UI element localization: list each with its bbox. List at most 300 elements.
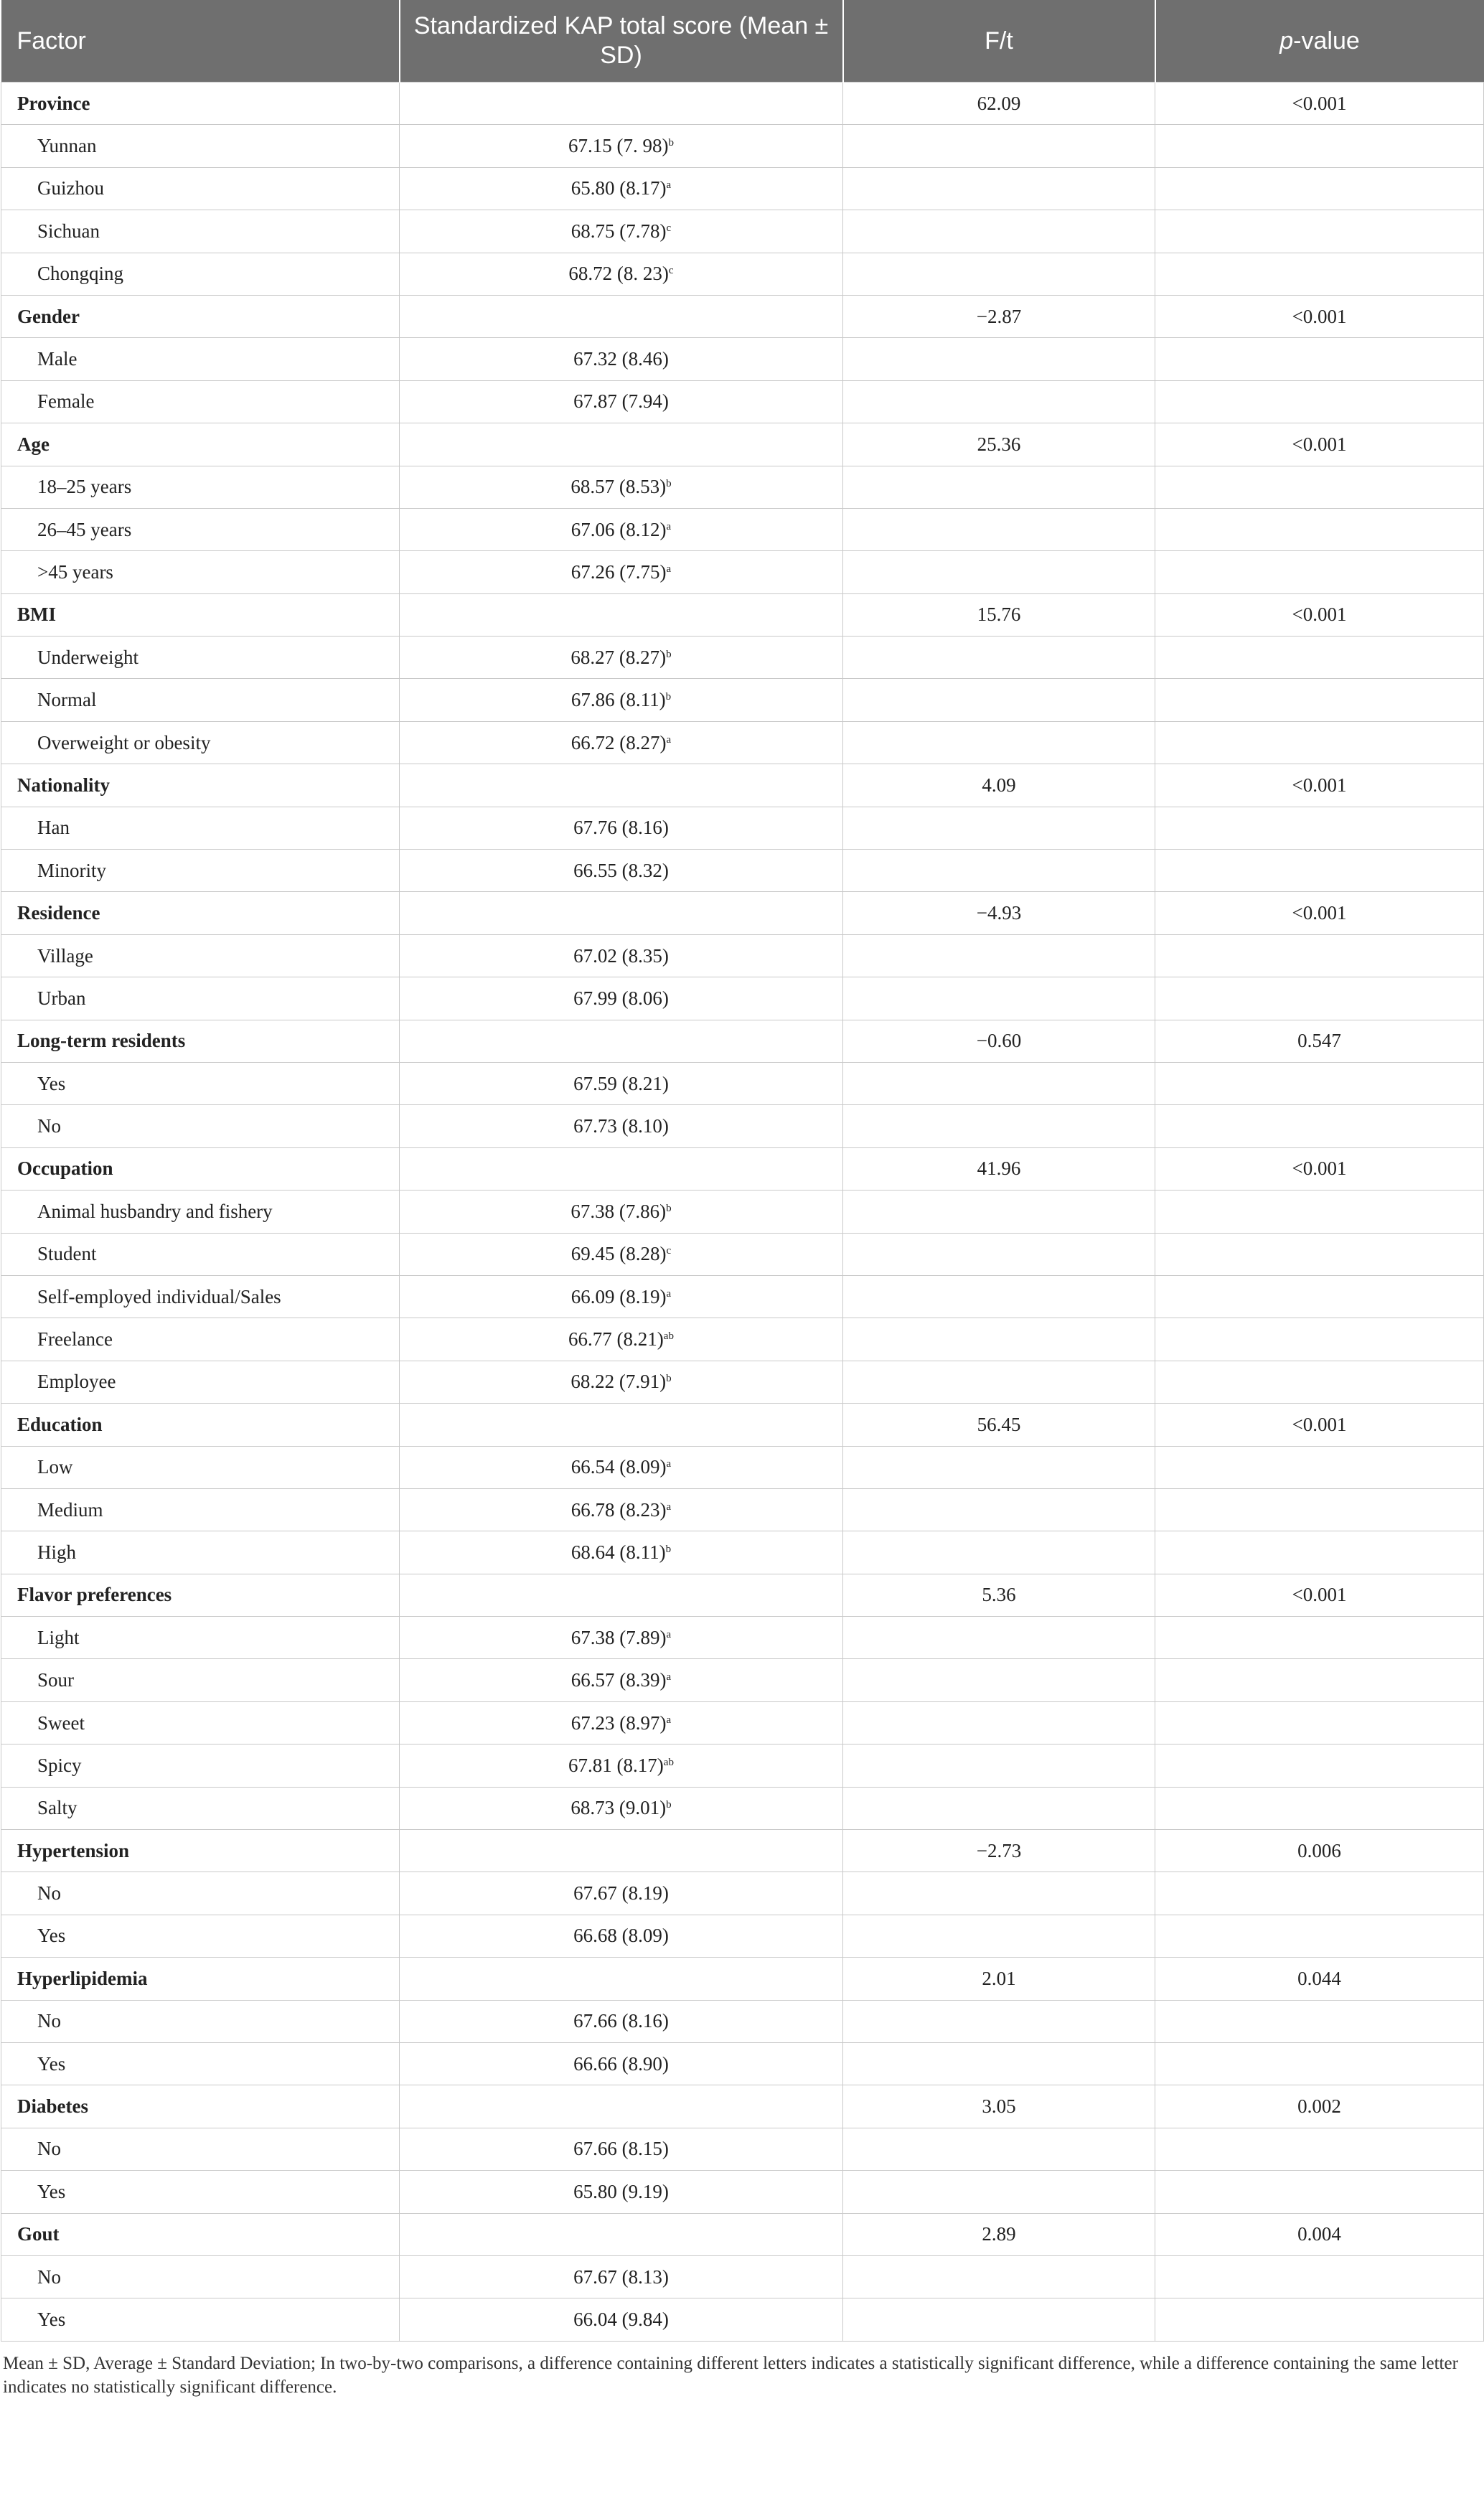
p-value-cell [1155, 807, 1484, 849]
table-row [1, 1701, 1484, 1744]
score-cell [400, 1915, 843, 1957]
factor-level-cell: 18–25 years [1, 466, 400, 508]
score-value: 67.73 (8.10) [573, 1115, 669, 1137]
ft-cell [843, 1915, 1155, 1957]
p-value-cell [1155, 2255, 1484, 2298]
factor-level-cell: Self-employed individual/Sales [1, 1275, 400, 1318]
score-cell [400, 1275, 843, 1318]
table-row [1, 2042, 1484, 2085]
table-row [1, 1915, 1484, 1957]
score-value: 66.66 (8.90) [573, 2052, 669, 2075]
factor-level-cell: Urban [1, 977, 400, 1020]
score-cell [400, 850, 843, 892]
score-value: 69.45 (8.28) [570, 1243, 667, 1265]
table-row-group [1, 1574, 1484, 1616]
score-value: 65.80 (9.19) [573, 2180, 669, 2202]
factor-level-cell: Male [1, 338, 400, 380]
score-cell [400, 1531, 843, 1574]
table-row-group [1, 2085, 1484, 2128]
table-row [1, 2171, 1484, 2213]
table-row [1, 380, 1484, 423]
factor-level-cell: Yes [1, 2298, 400, 2341]
table-row-group [1, 1147, 1484, 1190]
score-cell [400, 380, 843, 423]
table-row [1, 679, 1484, 721]
p-value-cell: <0.001 [1155, 892, 1484, 934]
score-value: 67.76 (8.16) [573, 817, 669, 839]
ft-cell [843, 1872, 1155, 1915]
ft-cell [843, 1488, 1155, 1531]
score-value: 67.66 (8.15) [573, 2138, 669, 2160]
score-cell [400, 892, 843, 934]
score-cell [400, 1318, 843, 1361]
score-value: 66.54 (8.09) [570, 1456, 667, 1478]
p-value-cell [1155, 1105, 1484, 1147]
ft-cell [843, 466, 1155, 508]
factor-level-cell: Underweight [1, 637, 400, 679]
p-value-cell: 0.004 [1155, 2213, 1484, 2255]
score-value: 65.80 (8.17) [570, 177, 667, 199]
table-row [1, 338, 1484, 380]
p-value-cell: <0.001 [1155, 593, 1484, 636]
p-value-cell [1155, 1617, 1484, 1659]
significance-letter: a [666, 1287, 672, 1300]
factor-level-cell: Medium [1, 1488, 400, 1531]
ft-cell [843, 210, 1155, 253]
significance-letter: c [666, 222, 672, 234]
score-cell [400, 2255, 843, 2298]
score-value: 68.22 (7.91) [570, 1371, 667, 1393]
ft-cell: 41.96 [843, 1147, 1155, 1190]
score-cell [400, 807, 843, 849]
table-row [1, 1744, 1484, 1787]
table-row [1, 1446, 1484, 1488]
significance-letter: ab [663, 1756, 674, 1768]
factor-level-cell: 26–45 years [1, 508, 400, 550]
factor-level-cell: Overweight or obesity [1, 721, 400, 764]
ft-cell: 2.89 [843, 2213, 1155, 2255]
score-cell [400, 1744, 843, 1787]
factor-level-cell: Yes [1, 1915, 400, 1957]
p-value-cell [1155, 508, 1484, 550]
score-cell [400, 934, 843, 977]
header-p-italic: p [1279, 27, 1294, 55]
score-value: 67.38 (7.86) [570, 1200, 667, 1222]
factor-group-cell: Province [1, 83, 400, 125]
ft-cell [843, 1531, 1155, 1574]
factor-group-cell: Occupation [1, 1147, 400, 1190]
table-row-group [1, 83, 1484, 125]
significance-letter: c [666, 1245, 672, 1257]
table-row [1, 1531, 1484, 1574]
ft-cell [843, 1233, 1155, 1275]
factor-level-cell: >45 years [1, 551, 400, 593]
factor-level-cell: Light [1, 1617, 400, 1659]
ft-cell [843, 2298, 1155, 2341]
ft-cell: 2.01 [843, 1958, 1155, 2000]
score-cell [400, 1701, 843, 1744]
p-value-cell [1155, 637, 1484, 679]
header-score: Standardized KAP total score (Mean ± SD) [400, 0, 843, 83]
table-row [1, 1488, 1484, 1531]
score-value: 67.32 (8.46) [573, 348, 669, 370]
ft-cell: −0.60 [843, 1020, 1155, 1062]
score-value: 66.09 (8.19) [570, 1285, 667, 1307]
table-row [1, 850, 1484, 892]
factor-level-cell: Employee [1, 1361, 400, 1403]
table-row-group [1, 1404, 1484, 1446]
score-value: 68.73 (9.01) [570, 1797, 667, 1819]
ft-cell [843, 1318, 1155, 1361]
ft-cell [843, 934, 1155, 977]
table-row [1, 466, 1484, 508]
factor-level-cell: Han [1, 807, 400, 849]
factor-level-cell: Yes [1, 1062, 400, 1104]
factor-level-cell: Spicy [1, 1744, 400, 1787]
significance-letter: b [665, 691, 672, 703]
ft-cell [843, 551, 1155, 593]
header-p-value [1155, 0, 1484, 83]
factor-group-cell: Nationality [1, 764, 400, 807]
score-cell [400, 1020, 843, 1062]
p-value-cell: <0.001 [1155, 295, 1484, 337]
score-cell [400, 1191, 843, 1233]
p-value-cell [1155, 1361, 1484, 1403]
score-value: 66.55 (8.32) [573, 859, 669, 881]
ft-cell [843, 1062, 1155, 1104]
factor-group-cell: Flavor preferences [1, 1574, 400, 1616]
score-value: 67.06 (8.12) [570, 518, 667, 540]
score-value: 67.67 (8.13) [573, 2265, 669, 2288]
ft-cell [843, 1275, 1155, 1318]
p-value-cell: 0.044 [1155, 1958, 1484, 2000]
factor-group-cell: Age [1, 423, 400, 466]
ft-cell: −4.93 [843, 892, 1155, 934]
ft-cell: 15.76 [843, 593, 1155, 636]
score-value: 67.99 (8.06) [573, 987, 669, 1009]
ft-cell: 56.45 [843, 1404, 1155, 1446]
score-value: 67.26 (7.75) [570, 560, 667, 583]
score-value: 66.72 (8.27) [570, 731, 667, 753]
table-row [1, 1191, 1484, 1233]
factor-level-cell: Student [1, 1233, 400, 1275]
ft-cell: 4.09 [843, 764, 1155, 807]
factor-level-cell: Normal [1, 679, 400, 721]
p-value-cell [1155, 1659, 1484, 1701]
ft-cell [843, 807, 1155, 849]
factor-level-cell: Guizhou [1, 167, 400, 210]
score-cell [400, 679, 843, 721]
p-value-cell: 0.006 [1155, 1830, 1484, 1872]
ft-cell [843, 721, 1155, 764]
factor-level-cell: Yunnan [1, 125, 400, 167]
factor-level-cell: No [1, 1872, 400, 1915]
table-row [1, 167, 1484, 210]
p-value-cell: 0.547 [1155, 1020, 1484, 1062]
ft-cell [843, 253, 1155, 295]
significance-letter: a [666, 520, 672, 532]
ft-cell [843, 1617, 1155, 1659]
p-value-cell: <0.001 [1155, 764, 1484, 807]
p-value-cell [1155, 1318, 1484, 1361]
p-value-cell: <0.001 [1155, 423, 1484, 466]
ft-cell: 5.36 [843, 1574, 1155, 1616]
p-value-cell: <0.001 [1155, 1574, 1484, 1616]
significance-letter: a [666, 1501, 672, 1513]
score-cell [400, 125, 843, 167]
score-cell [400, 593, 843, 636]
significance-letter: a [666, 179, 672, 192]
factor-level-cell: Sweet [1, 1701, 400, 1744]
p-value-cell [1155, 466, 1484, 508]
p-value-cell [1155, 551, 1484, 593]
table-row [1, 2000, 1484, 2042]
factor-level-cell: Chongqing [1, 253, 400, 295]
p-value-cell [1155, 1062, 1484, 1104]
significance-letter: b [666, 478, 672, 490]
ft-cell [843, 1361, 1155, 1403]
significance-letter: b [665, 1543, 672, 1555]
score-cell [400, 1488, 843, 1531]
p-value-cell [1155, 1872, 1484, 1915]
table-row-group [1, 764, 1484, 807]
score-value: 67.81 (8.17) [568, 1754, 664, 1776]
ft-cell: 3.05 [843, 2085, 1155, 2128]
factor-group-cell: Long-term residents [1, 1020, 400, 1062]
score-value: 67.02 (8.35) [573, 944, 669, 967]
p-value-cell [1155, 1531, 1484, 1574]
p-value-cell [1155, 679, 1484, 721]
score-value: 67.86 (8.11) [570, 689, 666, 711]
significance-letter: b [666, 648, 672, 660]
ft-cell [843, 679, 1155, 721]
p-value-cell [1155, 380, 1484, 423]
factor-level-cell: No [1, 1105, 400, 1147]
table-row [1, 1275, 1484, 1318]
score-cell [400, 1105, 843, 1147]
ft-cell [843, 508, 1155, 550]
p-value-cell: <0.001 [1155, 83, 1484, 125]
ft-cell [843, 1105, 1155, 1147]
factor-level-cell: No [1, 2128, 400, 2170]
significance-letter: b [666, 1799, 672, 1811]
factor-group-cell: Diabetes [1, 2085, 400, 2128]
significance-letter: b [666, 1202, 672, 1214]
table-row-group [1, 423, 1484, 466]
score-value: 67.23 (8.97) [570, 1711, 667, 1734]
score-cell [400, 423, 843, 466]
table-row [1, 1787, 1484, 1829]
score-cell [400, 1147, 843, 1190]
ft-cell [843, 1446, 1155, 1488]
significance-letter: b [668, 137, 674, 149]
score-cell [400, 1574, 843, 1616]
factor-level-cell: Animal husbandry and fishery [1, 1191, 400, 1233]
significance-letter: a [666, 733, 672, 746]
score-cell [400, 1404, 843, 1446]
score-value: 68.57 (8.53) [570, 476, 667, 498]
ft-cell [843, 1659, 1155, 1701]
table-row-group [1, 593, 1484, 636]
score-value: 66.57 (8.39) [570, 1669, 667, 1691]
score-value: 67.87 (7.94) [573, 390, 669, 413]
table-row [1, 1318, 1484, 1361]
ft-cell [843, 2128, 1155, 2170]
table-row [1, 1617, 1484, 1659]
significance-letter: a [666, 1628, 672, 1640]
score-value: 66.68 (8.09) [573, 1925, 669, 1947]
factor-group-cell: Hypertension [1, 1830, 400, 1872]
p-value-cell [1155, 850, 1484, 892]
score-value: 67.59 (8.21) [573, 1072, 669, 1094]
p-value-cell [1155, 167, 1484, 210]
factor-group-cell: BMI [1, 593, 400, 636]
score-cell [400, 721, 843, 764]
ft-cell [843, 1744, 1155, 1787]
p-value-cell [1155, 1191, 1484, 1233]
score-cell [400, 466, 843, 508]
ft-cell [843, 1191, 1155, 1233]
score-cell [400, 1958, 843, 2000]
table-row [1, 637, 1484, 679]
factor-level-cell: Sichuan [1, 210, 400, 253]
ft-cell [843, 167, 1155, 210]
factor-group-cell: Education [1, 1404, 400, 1446]
score-cell [400, 253, 843, 295]
score-value: 68.75 (7.78) [570, 220, 667, 242]
score-value: 66.77 (8.21) [568, 1328, 664, 1351]
factor-level-cell: Village [1, 934, 400, 977]
score-value: 67.66 (8.16) [573, 2010, 669, 2032]
score-value: 68.64 (8.11) [570, 1541, 666, 1563]
table-row [1, 1659, 1484, 1701]
p-value-cell [1155, 1275, 1484, 1318]
score-cell [400, 83, 843, 125]
p-value-cell [1155, 977, 1484, 1020]
kap-score-table [1, 0, 1484, 2342]
table-row [1, 2128, 1484, 2170]
p-value-cell [1155, 253, 1484, 295]
factor-level-cell: High [1, 1531, 400, 1574]
score-cell [400, 977, 843, 1020]
score-cell [400, 2213, 843, 2255]
score-cell [400, 2128, 843, 2170]
score-cell [400, 2298, 843, 2341]
significance-letter: c [668, 265, 674, 277]
p-value-cell [1155, 1701, 1484, 1744]
table-row [1, 1361, 1484, 1403]
factor-level-cell: Low [1, 1446, 400, 1488]
table-row [1, 721, 1484, 764]
table-row [1, 934, 1484, 977]
p-value-cell: 0.002 [1155, 2085, 1484, 2128]
score-value: 67.38 (7.89) [570, 1626, 667, 1648]
table-row-group [1, 2213, 1484, 2255]
ft-cell [843, 2042, 1155, 2085]
score-cell [400, 1446, 843, 1488]
p-value-cell [1155, 1446, 1484, 1488]
score-value: 67.67 (8.19) [573, 1882, 669, 1905]
significance-letter: a [666, 1458, 672, 1470]
score-cell [400, 1787, 843, 1829]
score-cell [400, 508, 843, 550]
factor-level-cell: Yes [1, 2042, 400, 2085]
ft-cell [843, 1787, 1155, 1829]
significance-letter: b [666, 1373, 672, 1385]
p-value-cell [1155, 1915, 1484, 1957]
significance-letter: a [666, 1671, 672, 1683]
table-header [1, 0, 1484, 83]
factor-group-cell: Hyperlipidemia [1, 1958, 400, 2000]
p-value-cell [1155, 1744, 1484, 1787]
score-value: 66.78 (8.23) [570, 1498, 667, 1521]
table-row [1, 1105, 1484, 1147]
ft-cell [843, 338, 1155, 380]
p-value-cell [1155, 721, 1484, 764]
table-row-group [1, 1020, 1484, 1062]
score-value: 66.04 (9.84) [573, 2309, 669, 2330]
factor-level-cell: Female [1, 380, 400, 423]
table-row-group [1, 1958, 1484, 2000]
table-row-group [1, 892, 1484, 934]
score-cell [400, 1659, 843, 1701]
table-row [1, 807, 1484, 849]
factor-level-cell: No [1, 2000, 400, 2042]
table-row [1, 551, 1484, 593]
ft-cell [843, 977, 1155, 1020]
ft-cell [843, 850, 1155, 892]
score-cell [400, 2000, 843, 2042]
ft-cell [843, 2000, 1155, 2042]
p-value-cell [1155, 1233, 1484, 1275]
p-value-cell [1155, 210, 1484, 253]
ft-cell [843, 637, 1155, 679]
table-row [1, 2298, 1484, 2341]
p-value-cell [1155, 2042, 1484, 2085]
p-value-cell [1155, 1488, 1484, 1531]
ft-cell: 25.36 [843, 423, 1155, 466]
ft-cell: −2.73 [843, 1830, 1155, 1872]
factor-level-cell: No [1, 2255, 400, 2298]
p-value-cell [1155, 125, 1484, 167]
factor-level-cell: Yes [1, 2171, 400, 2213]
score-cell [400, 1617, 843, 1659]
p-value-cell [1155, 2128, 1484, 2170]
table-row [1, 1872, 1484, 1915]
factor-group-cell: Gender [1, 295, 400, 337]
table-row-group [1, 1830, 1484, 1872]
score-cell [400, 210, 843, 253]
table-row [1, 977, 1484, 1020]
score-cell [400, 295, 843, 337]
score-cell [400, 1872, 843, 1915]
score-cell [400, 2042, 843, 2085]
score-cell [400, 1830, 843, 1872]
p-value-cell: <0.001 [1155, 1404, 1484, 1446]
score-cell [400, 764, 843, 807]
p-value-cell [1155, 1787, 1484, 1829]
score-cell [400, 551, 843, 593]
p-value-cell [1155, 2298, 1484, 2341]
table-footnote: Mean ± SD, Average ± Standard Deviation; In two-by-two comparisons, a difference containing different letters indicates a statistically significant difference, while a difference containing the same letter indicates no statistically significant difference. [3, 2353, 1458, 2397]
ft-cell: 62.09 [843, 83, 1155, 125]
p-value-cell [1155, 338, 1484, 380]
factor-group-cell: Gout [1, 2213, 400, 2255]
ft-cell: −2.87 [843, 295, 1155, 337]
score-value: 68.72 (8. 23) [568, 263, 669, 285]
score-cell [400, 637, 843, 679]
table-row-group [1, 295, 1484, 337]
